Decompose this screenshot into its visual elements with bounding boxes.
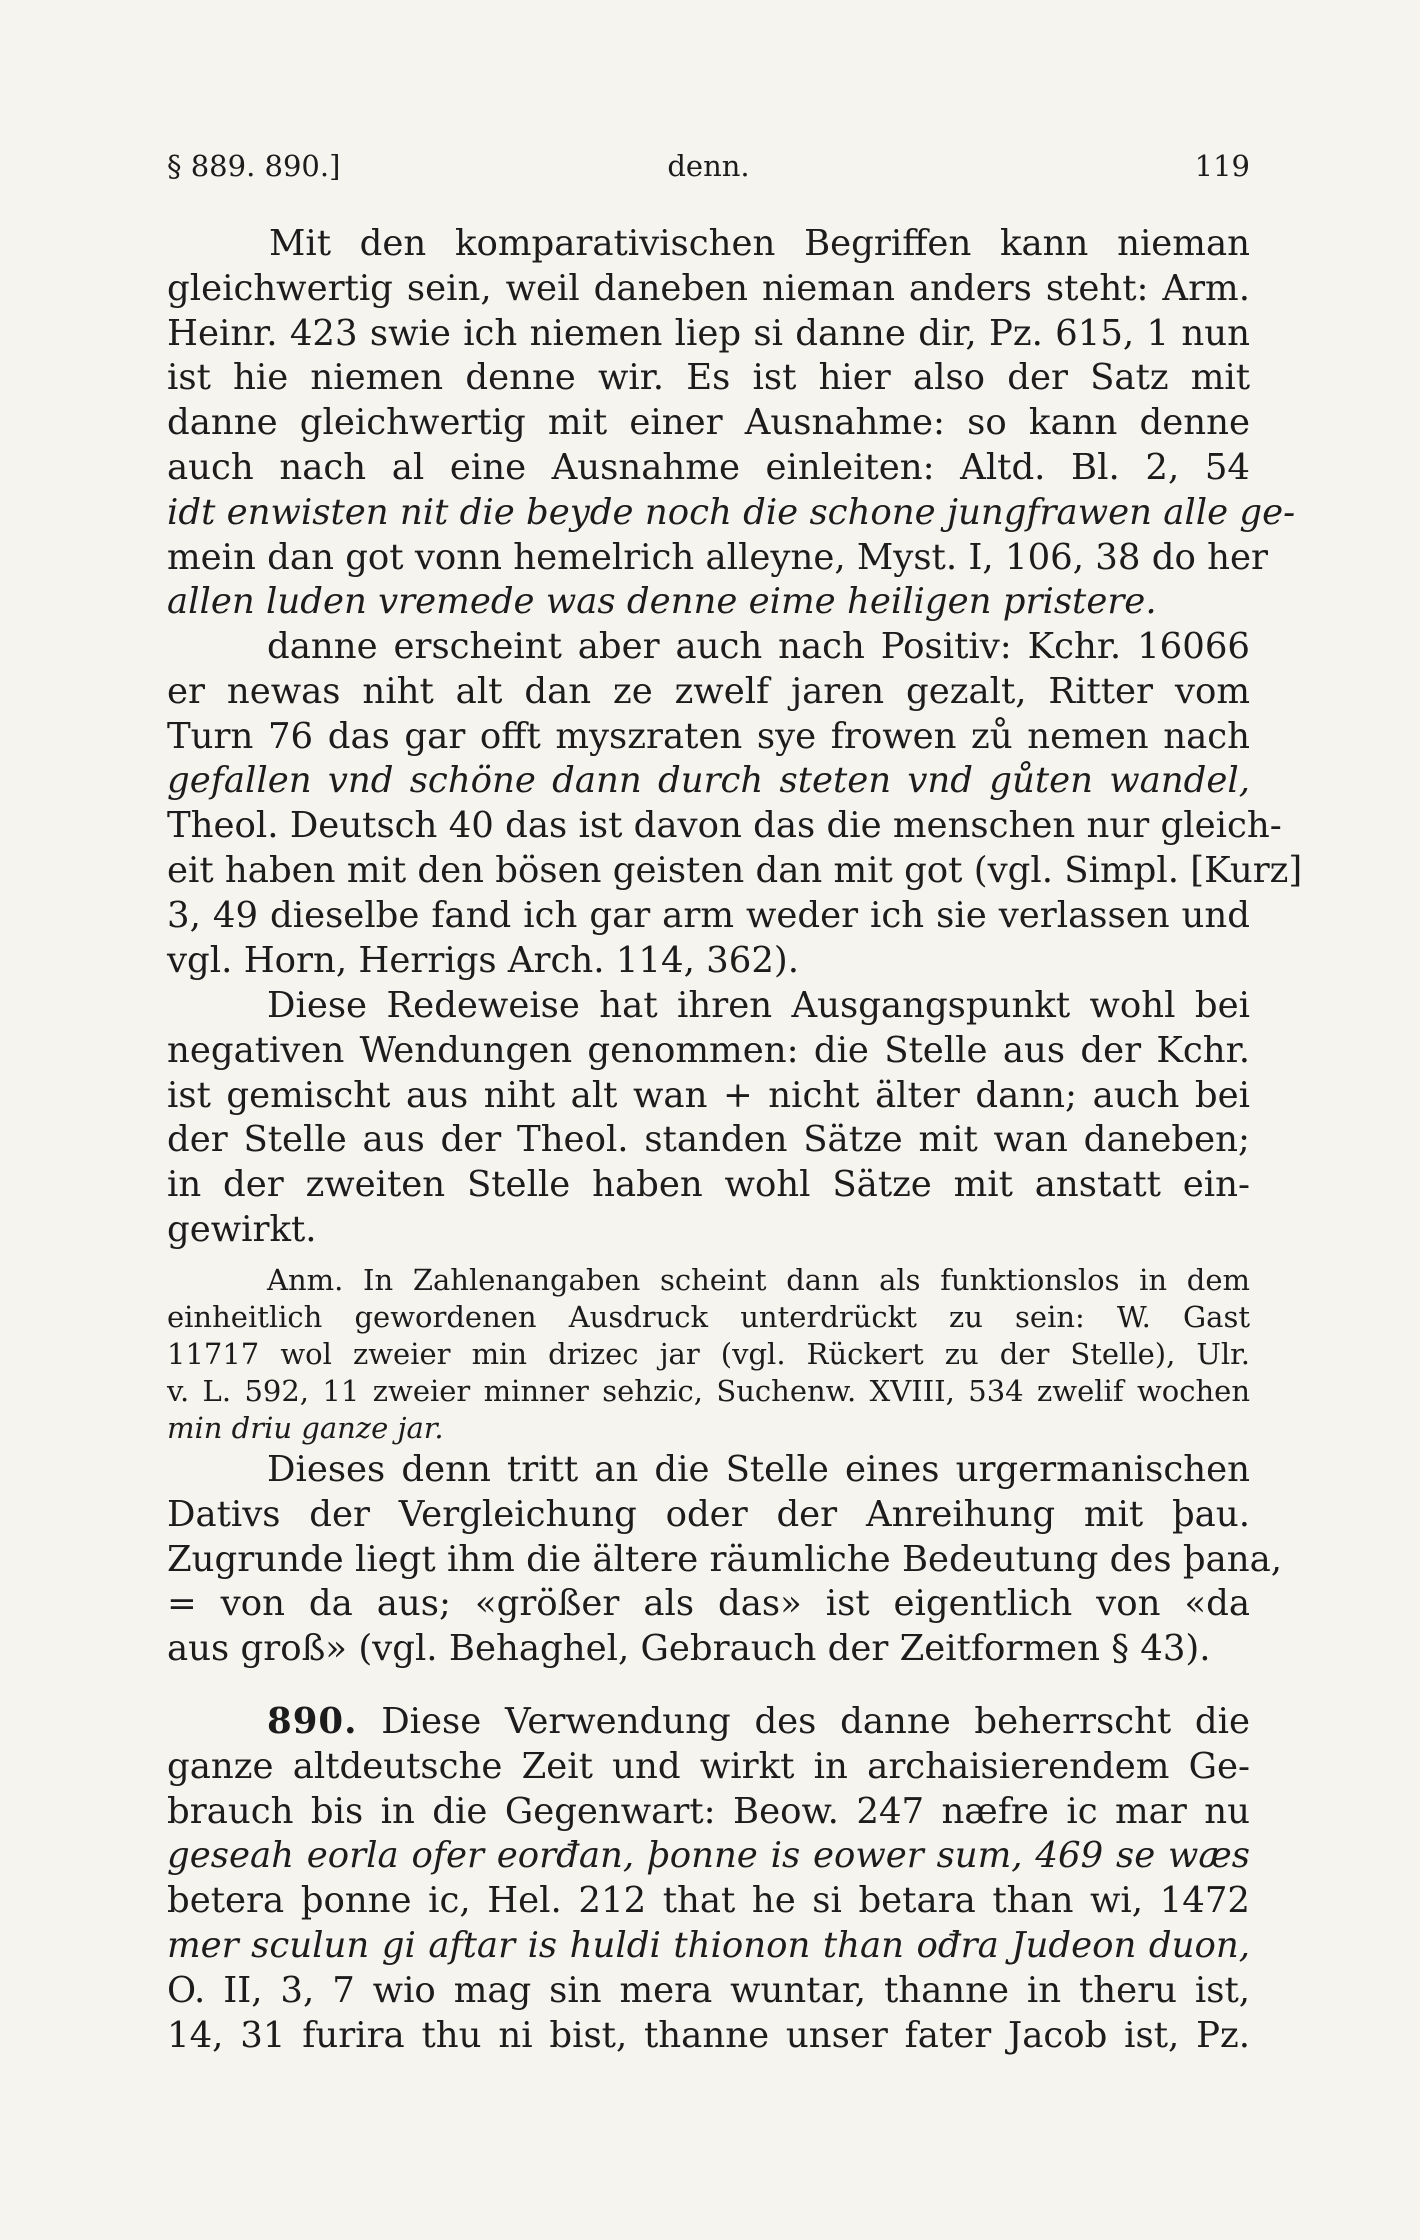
text-line-content: Diese Verwendung des danne beherrscht die	[381, 1701, 1250, 1742]
text-line: Dativs der Vergleichung oder der Anreihung mit þau.	[167, 1493, 1250, 1535]
paragraph-redeweise	[167, 984, 1250, 1253]
section-890	[167, 1700, 1250, 2058]
text-line: ist gemischt aus niht alt wan + nicht älter dann; auch bei	[167, 1074, 1250, 1116]
text-line: Turn 76 das gar offt myszraten sye frowen zů nemen nach	[167, 715, 1250, 757]
text-line: Heinr. 423 swie ich niemen liep si danne dir, Pz. 615, 1 nun	[167, 312, 1250, 354]
text-line: negativen Wendungen genommen: die Stelle aus der Kchr.	[167, 1029, 1250, 1071]
text-line: idt enwisten nit die beyde noch die schone jungfrawen alle ge-	[167, 491, 1296, 533]
text-line: mer sculun gi aftar is huldi thionon than ođra Judeon duon,	[167, 1924, 1250, 1966]
text-line: Dieses denn tritt an die Stelle eines urgermanischen	[267, 1449, 1250, 1490]
text-line: der Stelle aus der Theol. standen Sätze mit wan daneben;	[167, 1119, 1250, 1161]
text-line: = von da aus; «größer als das» ist eigentlich von «da	[167, 1583, 1250, 1625]
section-reference: § 889. 890.]	[167, 149, 341, 183]
text-line: O. II, 3, 7 wio mag sin mera wuntar, thanne in theru ist,	[167, 1969, 1250, 2011]
page-number: 119	[1194, 149, 1250, 183]
text-line: Zugrunde liegt ihm die ältere räumliche Bedeutung des þana,	[167, 1538, 1283, 1580]
text-line: danne erscheint aber auch nach Positiv: Kchr. 16066	[267, 626, 1250, 667]
text-line: allen luden vremede was denne eime heiligen pristere.	[167, 581, 1157, 623]
running-header	[167, 146, 1250, 186]
text-line: vgl. Horn, Herrigs Arch. 114, 362).	[167, 939, 800, 981]
text-line: aus groß» (vgl. Behaghel, Gebrauch der Zeitformen § 43).	[167, 1628, 1211, 1670]
text-line: 14, 31 furira thu ni bist, thanne unser fater Jacob ist, Pz.	[167, 2014, 1250, 2056]
note-line: 11717 wol zweier min drizec jar (vgl. Rückert zu der Stelle), Ulr.	[167, 1337, 1250, 1371]
text-line: betera þonne ic, Hel. 212 that he si betara than wi, 1472	[167, 1880, 1250, 1922]
text-line: Theol. Deutsch 40 das ist davon das die menschen nur gleich-	[167, 805, 1282, 847]
note-line: min driu ganze jar.	[167, 1411, 444, 1445]
paragraph-komparativ	[167, 222, 1296, 625]
note-line: Anm. In Zahlenangaben scheint dann als funktionslos in dem	[267, 1263, 1250, 1297]
section-number: 890.	[267, 1701, 358, 1742]
text-line: mein dan got vonn hemelrich alleyne, Myst. I, 106, 38 do her	[167, 536, 1268, 578]
text-line: danne gleichwertig mit einer Ausnahme: so kann denne	[167, 402, 1250, 444]
text-line: Diese Redeweise hat ihren Ausgangspunkt wohl bei	[267, 985, 1250, 1026]
text-line: 3, 49 dieselbe fand ich gar arm weder ich sie verlassen und	[167, 894, 1250, 936]
text-line: gewirkt.	[167, 1208, 317, 1250]
text-line: er newas niht alt dan ze zwelf jaren gezalt, Ritter vom	[167, 670, 1250, 712]
text-line: eit haben mit den bösen geisten dan mit got (vgl. Simpl. [Kurz]	[167, 849, 1303, 891]
text-line	[167, 1700, 1250, 1745]
text-line: ist hie niemen denne wir. Es ist hier also der Satz mit	[167, 357, 1250, 399]
text-line: auch nach al eine Ausnahme einleiten: Altd. Bl. 2, 54	[167, 446, 1250, 488]
text-line: in der zweiten Stelle haben wohl Sätze mit anstatt ein-	[167, 1164, 1250, 1206]
paragraph-urgermanisch	[167, 1448, 1283, 1672]
note-line: v. L. 592, 11 zweier minner sehzic, Suchenw. XVIII, 534 zwelif wochen	[167, 1374, 1250, 1408]
running-title: denn.	[667, 149, 750, 183]
text-line: gleichwertig sein, weil daneben nieman anders steht: Arm.	[167, 267, 1250, 309]
annotation-note	[167, 1262, 1250, 1447]
text-line: brauch bis in die Gegenwart: Beow. 247 næfre ic mar nu	[167, 1790, 1250, 1832]
text-line: geseah eorla ofer eorđan, þonne is eower sum, 469 se wæs	[167, 1835, 1250, 1877]
note-line: einheitlich gewordenen Ausdruck unterdrückt zu sein: W. Gast	[167, 1300, 1250, 1334]
text-line: ganze altdeutsche Zeit und wirkt in archaisierendem Ge-	[167, 1745, 1250, 1787]
text-line: Mit den komparativischen Begriffen kann nieman	[269, 223, 1250, 264]
text-line: gefallen vnd schöne dann durch steten vnd gůten wandel,	[167, 760, 1250, 802]
paragraph-positiv	[167, 625, 1303, 983]
